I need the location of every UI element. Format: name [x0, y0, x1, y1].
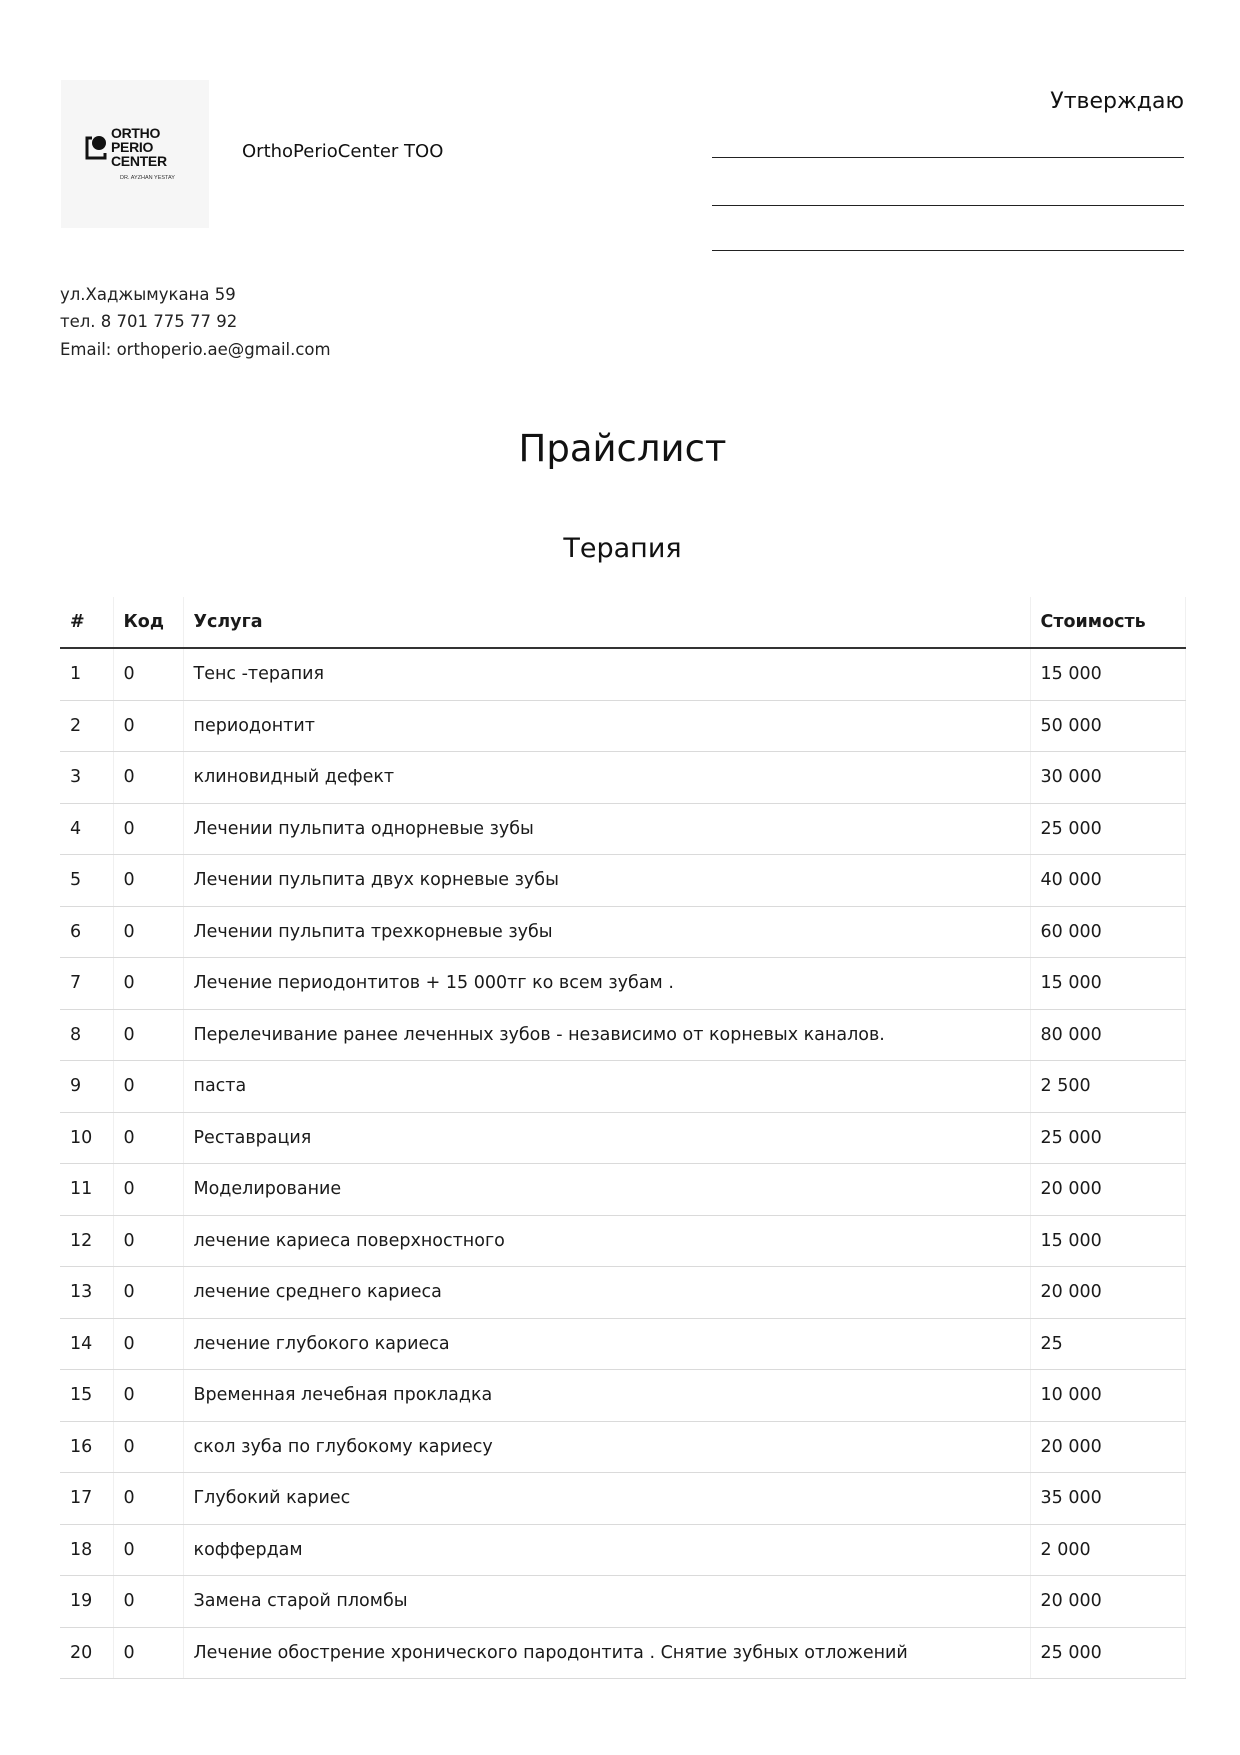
row-code: 0 [113, 855, 183, 907]
row-code: 0 [113, 906, 183, 958]
row-price: 25 000 [1030, 1112, 1185, 1164]
table-row [60, 700, 1185, 752]
signature-line-3 [712, 250, 1184, 251]
price-table [60, 597, 1186, 1679]
row-price: 10 000 [1030, 1370, 1185, 1422]
table-row [60, 1009, 1185, 1061]
table-row [60, 906, 1185, 958]
row-number: 9 [60, 1061, 113, 1113]
row-code: 0 [113, 1627, 183, 1679]
logo-line-3: CENTER [111, 153, 167, 169]
table-row [60, 1576, 1185, 1628]
logo-line-1: ORTHO [111, 125, 161, 141]
table-row [60, 1267, 1185, 1319]
row-service: Лечении пульпита двух корневые зубы [183, 855, 1030, 907]
row-code: 0 [113, 958, 183, 1010]
row-number: 16 [60, 1421, 113, 1473]
row-number: 8 [60, 1009, 113, 1061]
table-row [60, 752, 1185, 804]
row-code: 0 [113, 1164, 183, 1216]
row-code: 0 [113, 1318, 183, 1370]
row-code: 0 [113, 1473, 183, 1525]
row-number: 2 [60, 700, 113, 752]
clinic-logo [61, 80, 209, 228]
row-number: 6 [60, 906, 113, 958]
table-row [60, 1473, 1185, 1525]
row-service: Лечении пульпита трехкорневые зубы [183, 906, 1030, 958]
table-row [60, 1524, 1185, 1576]
row-price: 15 000 [1030, 958, 1185, 1010]
row-code: 0 [113, 1524, 183, 1576]
row-service: паста [183, 1061, 1030, 1113]
row-service: коффердам [183, 1524, 1030, 1576]
row-number: 20 [60, 1627, 113, 1679]
row-code: 0 [113, 1061, 183, 1113]
row-code: 0 [113, 1215, 183, 1267]
row-service: лечение среднего кариеса [183, 1267, 1030, 1319]
header-number: # [60, 597, 113, 648]
signature-line-1 [712, 157, 1184, 158]
row-service: Реставрация [183, 1112, 1030, 1164]
row-price: 20 000 [1030, 1576, 1185, 1628]
logo-subtitle: DR. AYZHAN YESTAY [120, 175, 175, 181]
row-price: 15 000 [1030, 1215, 1185, 1267]
row-number: 11 [60, 1164, 113, 1216]
row-price: 20 000 [1030, 1267, 1185, 1319]
row-service: клиновидный дефект [183, 752, 1030, 804]
row-price: 20 000 [1030, 1164, 1185, 1216]
table-row [60, 1215, 1185, 1267]
table-row [60, 1421, 1185, 1473]
row-code: 0 [113, 752, 183, 804]
row-service: Временная лечебная прокладка [183, 1370, 1030, 1422]
row-service: периодонтит [183, 700, 1030, 752]
table-row [60, 855, 1185, 907]
table-row [60, 1318, 1185, 1370]
table-row [60, 803, 1185, 855]
row-number: 17 [60, 1473, 113, 1525]
table-row [60, 1627, 1185, 1679]
page-title: Прайслист [518, 427, 727, 470]
row-number: 5 [60, 855, 113, 907]
phone-text: тел. 8 701 775 77 92 [60, 312, 238, 331]
row-service: лечение глубокого кариеса [183, 1318, 1030, 1370]
row-price: 2 500 [1030, 1061, 1185, 1113]
email-text: Email: orthoperio.ae@gmail.com [60, 340, 331, 359]
row-service: Лечение обострение хронического пародонтита . Снятие зубных отложений [183, 1627, 1030, 1679]
table-row [60, 958, 1185, 1010]
row-price: 30 000 [1030, 752, 1185, 804]
row-number: 13 [60, 1267, 113, 1319]
signature-line-2 [712, 205, 1184, 206]
header-code: Код [113, 597, 183, 648]
table-header-row [60, 597, 1185, 648]
row-service: Моделирование [183, 1164, 1030, 1216]
row-code: 0 [113, 1421, 183, 1473]
row-price: 35 000 [1030, 1473, 1185, 1525]
row-code: 0 [113, 1370, 183, 1422]
row-number: 14 [60, 1318, 113, 1370]
row-service: Тенс -терапия [183, 648, 1030, 700]
row-number: 12 [60, 1215, 113, 1267]
row-number: 18 [60, 1524, 113, 1576]
row-number: 10 [60, 1112, 113, 1164]
table-row [60, 1112, 1185, 1164]
row-price: 40 000 [1030, 855, 1185, 907]
table-row [60, 1164, 1185, 1216]
row-price: 15 000 [1030, 648, 1185, 700]
row-service: Замена старой пломбы [183, 1576, 1030, 1628]
header-service: Услуга [183, 597, 1030, 648]
row-price: 80 000 [1030, 1009, 1185, 1061]
logo-wordmark [111, 126, 167, 168]
row-price: 20 000 [1030, 1421, 1185, 1473]
table-row [60, 1370, 1185, 1422]
row-price: 2 000 [1030, 1524, 1185, 1576]
table-row [60, 1061, 1185, 1113]
approve-label: Утверждаю [1050, 89, 1184, 114]
row-service: лечение кариеса поверхностного [183, 1215, 1030, 1267]
row-code: 0 [113, 700, 183, 752]
row-code: 0 [113, 1112, 183, 1164]
row-number: 15 [60, 1370, 113, 1422]
row-service: Лечении пульпита однорневые зубы [183, 803, 1030, 855]
row-price: 25 [1030, 1318, 1185, 1370]
row-price: 60 000 [1030, 906, 1185, 958]
row-price: 25 000 [1030, 1627, 1185, 1679]
row-code: 0 [113, 803, 183, 855]
row-number: 4 [60, 803, 113, 855]
address-text: ул.Хаджымукана 59 [60, 285, 236, 304]
row-service: Глубокий кариес [183, 1473, 1030, 1525]
row-number: 19 [60, 1576, 113, 1628]
logo-line-2: PERIO [111, 139, 154, 155]
row-code: 0 [113, 648, 183, 700]
row-price: 50 000 [1030, 700, 1185, 752]
table-row [60, 648, 1185, 700]
logo-mark-icon [85, 134, 107, 160]
section-title: Терапия [563, 533, 682, 564]
header-price: Стоимость [1030, 597, 1185, 648]
row-price: 25 000 [1030, 803, 1185, 855]
row-number: 1 [60, 648, 113, 700]
row-code: 0 [113, 1009, 183, 1061]
row-number: 7 [60, 958, 113, 1010]
row-service: скол зуба по глубокому кариесу [183, 1421, 1030, 1473]
row-service: Лечение периодонтитов + 15 000тг ко всем зубам . [183, 958, 1030, 1010]
row-number: 3 [60, 752, 113, 804]
row-service: Перелечивание ранее леченных зубов - независимо от корневых каналов. [183, 1009, 1030, 1061]
company-name: OrthoPerioCenter ТОО [242, 141, 444, 162]
row-code: 0 [113, 1576, 183, 1628]
row-code: 0 [113, 1267, 183, 1319]
